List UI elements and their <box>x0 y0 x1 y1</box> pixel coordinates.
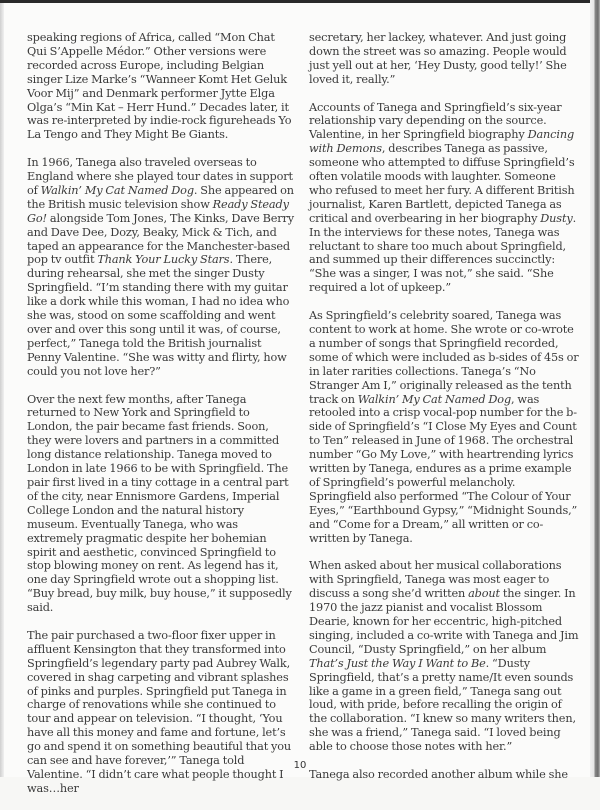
italic-title: Thank Your Lucky Stars <box>97 253 230 267</box>
italic-title: That’s Just the Way I Want to Be <box>309 656 486 670</box>
left-column <box>27 31 295 810</box>
text-run: . “Dusty Springfield, that’s a pretty name/It even sounds like a game in a green field,” Tanega sang out loud, with pride, before recalling the origin of the collaboration. “I knew so many writers then, she was a friend,” Tanega said. “I loved being able to choose those notes with her.” <box>309 656 576 754</box>
text-run: The pair purchased a two-floor fixer upper in affluent Kensington that they transformed into Springfield’s legendary party pad Aubrey Walk, covered in shag carpeting and vibrant splashes of pinks and purples. Springfield put Tanega in charge of renovations while she continued to tour and appear on television. “I thought, ‘You have all this money and fame and fortune, let’s go and spend it on something beautiful that you can see and have forever,’” Tanega told Valentine. “I didn’t care what people thought I was…her <box>27 628 292 795</box>
page-top-border <box>0 0 600 3</box>
paragraph <box>27 31 295 142</box>
italic-title: Dusty <box>540 211 573 225</box>
page-number: 10 <box>293 760 307 771</box>
paragraph <box>309 559 579 754</box>
text-run: . She appeared on the British music television show <box>27 183 294 211</box>
italic-title: about <box>468 587 500 601</box>
text-run: Accounts of Tanega and Springfield’s six-year relationship vary depending on the source. Valentine, in her Springfield biography <box>309 100 562 142</box>
paragraph <box>27 156 295 379</box>
document-page <box>0 3 590 795</box>
paragraph <box>309 101 579 296</box>
paragraph <box>309 31 579 87</box>
paragraph <box>27 629 295 796</box>
text-run: In 1966, Tanega also traveled overseas to England where she played tour dates in support of <box>27 156 293 197</box>
paragraph <box>309 309 579 545</box>
text-run: When asked about her musical collaborations with Springfield, Tanega was most eager to discuss a song she’d written <box>309 559 562 601</box>
text-run: secretary, her lackey, whatever. And just going down the street was so amazing. People would just yell out at her, ‘Hey Dusty, good telly!’ She loved it, really.” <box>309 31 567 86</box>
text-run: speaking regions of Africa, called “Mon Chat Qui S’Appelle Médor.” Other versions were recorded across Europe, including Belgian singer Lize Marke’s “Wanneer Komt Het Geluk Voor Mij” and Denmark performer Jytte Elga Olga’s “Min Kat – Herr Hund.” Decades later, it was re-interpreted by indie-rock figureheads Yo La Tengo and They Might Be Giants. <box>27 31 292 142</box>
text-run: , describes Tanega as passive, someone who attempted to diffuse Springfield’s often volatile moods with laughter. Someone who refused to meet her fury. A different British journalist, Karen Bartlett, depicted Tanega as critical and overbearing in her biography <box>309 142 575 225</box>
paragraph <box>309 768 579 782</box>
paragraph <box>27 393 295 616</box>
right-column <box>309 31 579 796</box>
text-run: . There, during rehearsal, she met the singer Dusty Springfield. “I’m standing there with my guitar like a dork while this woman, I had no idea who she was, stood on some scaffolding and went over and over this song until it was, of course, perfect,” Tanega told the British journalist Penny Valentine. “She was witty and flirty, how could you not love her?” <box>27 253 290 378</box>
italic-title: Dancing with Demons <box>309 128 575 156</box>
italic-title: Walkin’ My Cat Named Dog <box>357 392 512 406</box>
text-run: Tanega also recorded another album while she <box>309 767 568 781</box>
text-run: Over the next few months, after Tanega returned to New York and Springfield to London, the pair became fast friends. Soon, they were lovers and partners in a committed long distance relationship. Tanega moved to London in late 1966 to be with Springfield. The pair first lived in a tiny cottage in a central part of the city, near Ennismore Gardens, Imperial College London and the natural history museum. Eventually Tanega, who was extremely pragmatic despite her bohemian spirit and aesthetic, convinced Springfield to stop blowing money on rent. As legend has it, one day Springfield wrote out a shopping list. “Buy bread, buy milk, buy house,” it supposedly said. <box>27 392 292 615</box>
page-left-edge <box>0 3 4 777</box>
text-run: the singer. In 1970 the jazz pianist and vocalist Blossom Dearie, known for her eccentric, high-pitched singing, included a co-write with Tanega and Jim Council, “Dusty Springfield,” on her album <box>309 587 579 656</box>
text-run: . In the interviews for these notes, Tanega was reluctant to share too much about Springfield, and summed up their differences succinctly: “She was a singer, I was not,” she said. “She required a lot of upkeep.” <box>309 211 577 295</box>
italic-title: Ready Steady Go! <box>27 197 289 225</box>
page-right-edge <box>590 0 600 777</box>
text-run: alongside Tom Jones, The Kinks, Dave Berry and Dave Dee, Dozy, Beaky, Mick & Tich, and taped an appearance for the Manchester-based pop tv outfit <box>27 211 295 267</box>
text-run: As Springfield’s celebrity soared, Tanega was content to work at home. She wrote or co-wrote a number of songs that Springfield recorded, some of which were included as b-sides of 45s or in later rarities collections. Tanega’s “No Stranger Am I,” originally released as the tenth track on <box>309 309 579 406</box>
text-run: , was retooled into a crisp vocal-pop number for the b-side of Springfield’s “I Close My Eyes and Count to Ten” released in June of 1968. The orchestral number “Go My Love,” with heartrending lyrics written by Tanega, endures as a prime example of Springfield’s powerful melancholy. Springfield also performed “The Colour of Your Eyes,” “Earthbound Gypsy,” “Midnight Sounds,” and “Come for a Dream,” all written or co-written by Tanega. <box>309 392 578 545</box>
italic-title: Walkin’ My Cat Named Dog <box>40 183 194 197</box>
